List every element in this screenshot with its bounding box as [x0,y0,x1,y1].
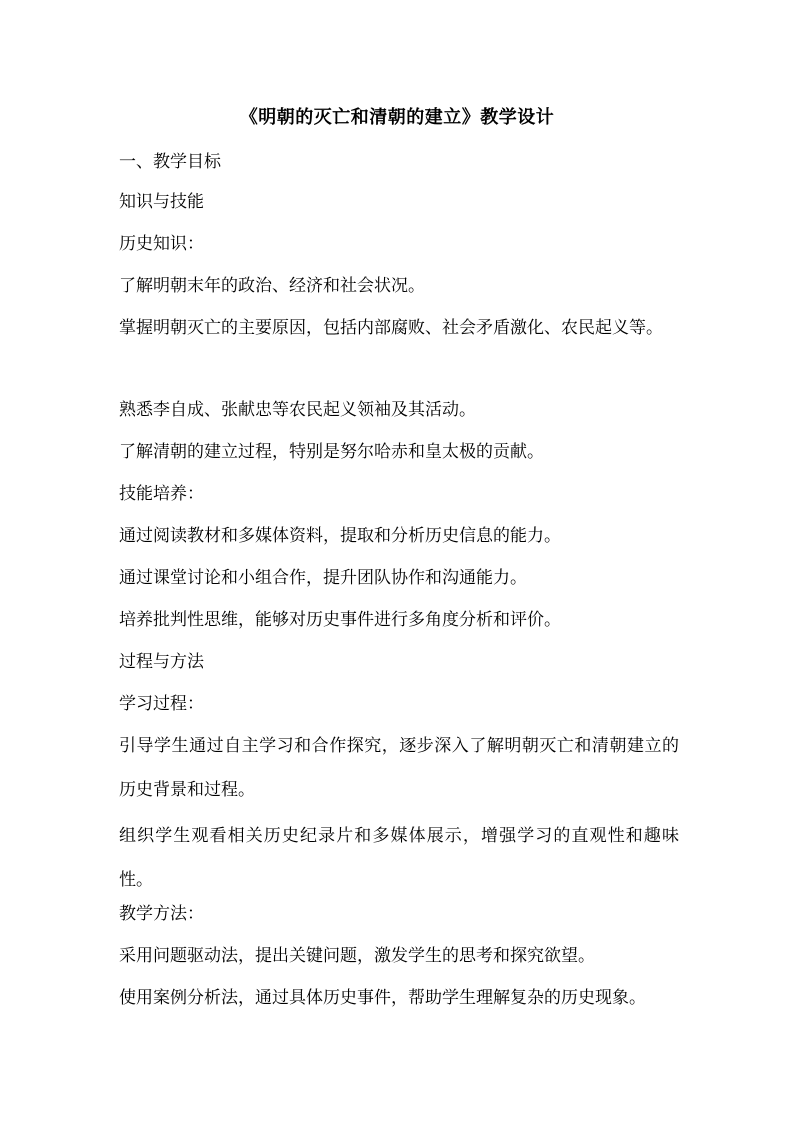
paragraph-reading-skills: 通过阅读教材和多媒体资料，提取和分析历史信息的能力。 [119,526,561,546]
paragraph-qing-founding: 了解清朝的建立过程，特别是努尔哈赤和皇太极的贡献。 [119,442,544,462]
paragraph-documentary: 组织学生观看相关历史纪录片和多媒体展示，增强学习的直观性和趣味性。 [119,826,679,890]
paragraph-teamwork-skills: 通过课堂讨论和小组合作，提升团队协作和沟通能力。 [119,568,527,588]
subheading-knowledge-skills: 知识与技能 [119,192,204,212]
document-title: 《明朝的灭亡和清朝的建立》教学设计 [239,107,555,128]
section-heading-teaching-goals: 一、教学目标 [119,152,221,172]
label-skill-training: 技能培养： [119,484,204,504]
label-learning-process: 学习过程： [119,694,204,714]
label-teaching-methods: 教学方法： [119,904,204,924]
subheading-process-methods: 过程与方法 [119,652,204,672]
paragraph-problem-driven: 采用问题驱动法，提出关键问题，激发学生的思考和探究欲望。 [119,946,595,966]
paragraph-rebel-leaders: 熟悉李自成、张献忠等农民起义领袖及其活动。 [119,400,476,420]
paragraph-late-ming-conditions: 了解明朝末年的政治、经济和社会状况。 [119,276,425,296]
paragraph-critical-thinking: 培养批判性思维，能够对历史事件进行多角度分析和评价。 [119,610,561,630]
paragraph-self-study: 引导学生通过自主学习和合作探究，逐步深入了解明朝灭亡和清朝建立的历史背景和过程。 [119,736,679,800]
paragraph-ming-fall-causes: 掌握明朝灭亡的主要原因，包括内部腐败、社会矛盾激化、农民起义等。 [119,318,663,338]
label-history-knowledge: 历史知识： [119,234,204,254]
paragraph-case-analysis: 使用案例分析法，通过具体历史事件，帮助学生理解复杂的历史现象。 [119,988,646,1008]
